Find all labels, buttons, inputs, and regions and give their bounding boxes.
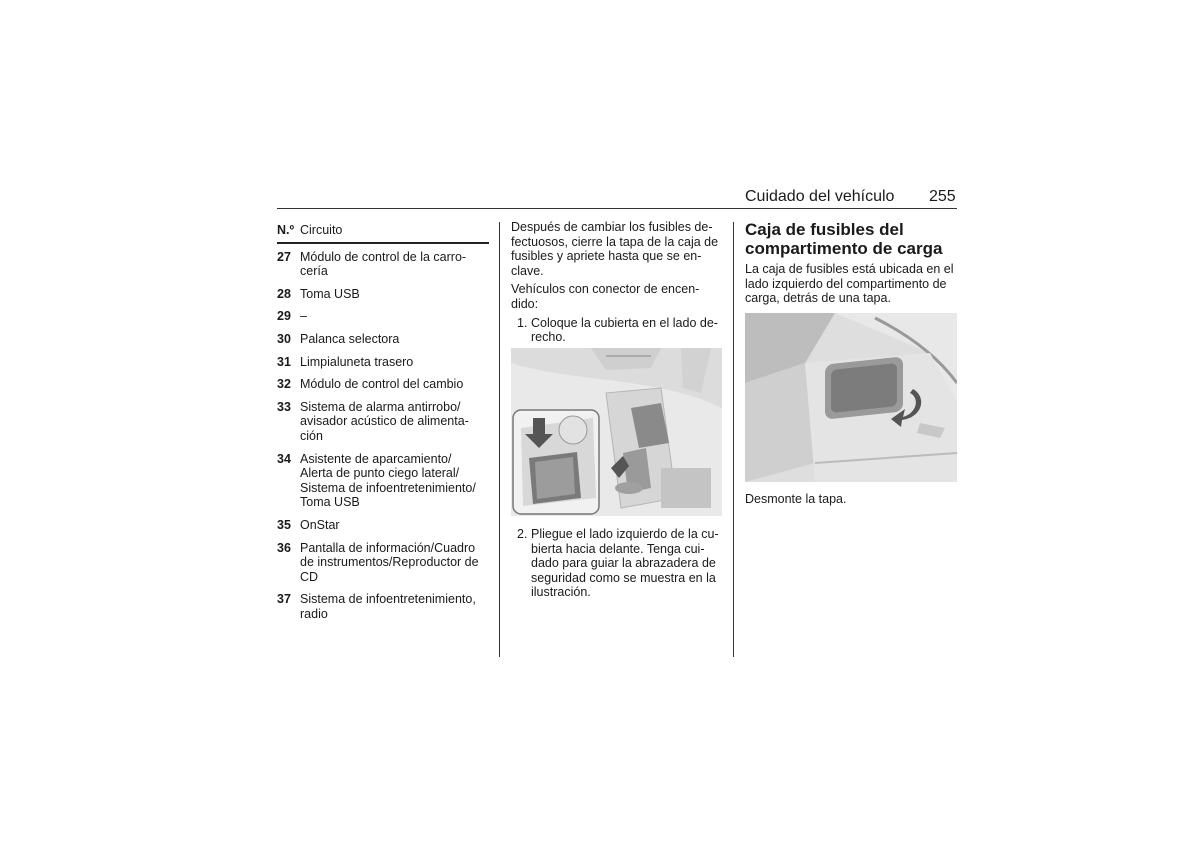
circuit-name: Pantalla de información/Cuadro de instrumentos/Reproductor de CD [300, 540, 479, 584]
circuit-name: Sistema de infoentretenimiento, radio [300, 592, 476, 621]
ignition-vehicles-paragraph: Vehículos con conector de encen- dido: [511, 282, 700, 311]
table-row [277, 287, 489, 302]
circuit-name: Limpialuneta trasero [300, 354, 414, 369]
circuit-name: OnStar [300, 517, 340, 532]
table-row [277, 355, 489, 370]
fuse-number: 36 [277, 540, 291, 555]
step-1 [517, 316, 723, 345]
table-row [277, 332, 489, 347]
circuit-name: Módulo de control del cambio [300, 377, 464, 392]
fuse-table [277, 223, 489, 621]
step-1-number: 1. [517, 315, 528, 330]
step-1-text: Coloque la cubierta en el lado de- recho. [531, 315, 718, 345]
step-2 [517, 527, 723, 600]
fuse-number: 34 [277, 451, 291, 466]
table-row [277, 377, 489, 392]
fuse-number: 35 [277, 517, 291, 532]
table-row [277, 452, 489, 510]
step-2-number: 2. [517, 527, 528, 541]
fuse-location-paragraph: La caja de fusibles está ubicada en el lado izquierdo del compartimento de carga, detrás de una tapa. [745, 262, 954, 306]
table-row [277, 309, 489, 324]
middle-column-lower [511, 527, 723, 600]
column-divider-right [733, 222, 734, 657]
fuse-number: 33 [277, 399, 291, 414]
fuse-table-header [277, 223, 489, 244]
right-column [745, 220, 957, 306]
cargo-fuse-cover-illustration [745, 313, 957, 482]
fuse-number: 31 [277, 354, 291, 369]
table-row [277, 592, 489, 621]
table-row [277, 518, 489, 533]
fuse-number: 27 [277, 249, 291, 264]
circuit-name: Sistema de alarma antirrobo/ avisador acústico de alimenta- ción [300, 399, 469, 443]
table-row [277, 400, 489, 444]
fuse-number: 28 [277, 286, 291, 301]
circuit-name: Módulo de control de la carro- cería [300, 249, 467, 279]
illustration-caption: Desmonte la tapa. [745, 492, 847, 506]
column-header-number: N.º [277, 223, 295, 237]
circuit-name: Toma USB [300, 286, 360, 301]
circuit-name: Asistente de aparcamiento/ Alerta de punto ciego lateral/ Sistema de infoentretenimiento/ Toma USB [300, 451, 476, 510]
page-header-title: Cuidado del vehículo [745, 188, 895, 205]
table-row [277, 250, 489, 279]
page-number: 255 [929, 188, 956, 205]
column-divider-left [499, 222, 500, 657]
fuse-number: 37 [277, 592, 291, 607]
table-row [277, 541, 489, 585]
fuse-number: 30 [277, 331, 291, 346]
fuse-table-rows [277, 250, 489, 622]
step-2-text: Pliegue el lado izquierdo de la cu- bierta hacia delante. Tenga cui- dado para guiar la abrazadera de seguridad como se muestra en la ilustración. [531, 527, 719, 600]
circuit-name: Palanca selectora [300, 331, 400, 346]
fuse-cover-illustration [511, 348, 722, 516]
fuse-number: 32 [277, 377, 291, 392]
section-heading: Caja de fusibles del compartimento de carga [745, 220, 943, 258]
header-rule [277, 208, 957, 209]
middle-column [511, 220, 723, 345]
close-cover-paragraph: Después de cambiar los fusibles de- fectuosos, cierre la tapa de la caja de fusibles y apriete hasta que se en- clave. [511, 220, 719, 278]
column-header-circuit: Circuito [300, 223, 343, 237]
circuit-name: – [300, 309, 307, 324]
fuse-number: 29 [277, 309, 291, 324]
